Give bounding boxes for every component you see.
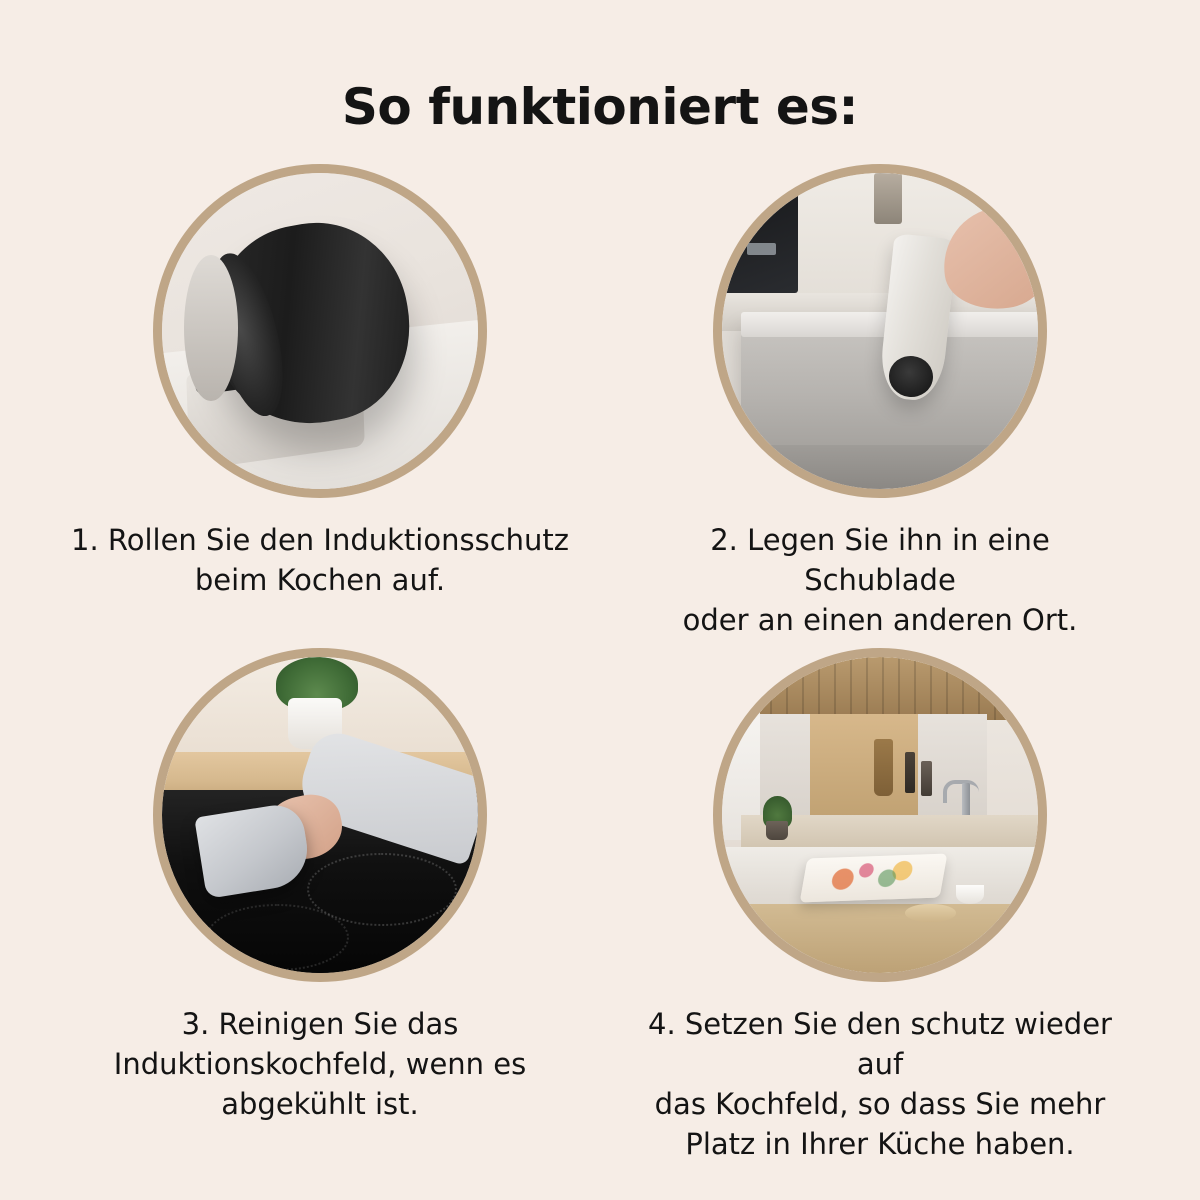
step-1-image-frame [153, 164, 487, 498]
step-4-caption [630, 1004, 1130, 1164]
rolled-induction-mat-photo [162, 173, 478, 489]
step-3-caption-line-3: abgekühlt ist. [221, 1087, 419, 1122]
step-4 [610, 648, 1150, 1164]
step-3-caption-line-1: 3. Reinigen Sie das [181, 1007, 459, 1042]
step-3-caption-line-2: Induktionskochfeld, wenn es [113, 1047, 527, 1082]
page-title: So funktioniert es: [341, 78, 859, 136]
step-3-image-frame [153, 648, 487, 982]
step-1 [50, 164, 590, 640]
step-2 [610, 164, 1150, 640]
step-4-caption-line-3: Platz in Ihrer Küche haben. [685, 1127, 1075, 1162]
step-3-caption [70, 1004, 570, 1124]
step-4-caption-line-2: das Kochfeld, so dass Sie mehr [654, 1087, 1106, 1122]
mat-into-drawer-photo [722, 173, 1038, 489]
step-4-caption-line-1: 4. Setzen Sie den schutz wieder auf [648, 1007, 1112, 1082]
step-2-caption [630, 520, 1130, 640]
step-4-image-frame [713, 648, 1047, 982]
step-2-image-frame [713, 164, 1047, 498]
step-2-caption-line-1: 2. Legen Sie ihn in eine Schublade [710, 523, 1050, 598]
cleaning-hob-photo [162, 657, 478, 973]
steps-grid [50, 164, 1150, 1164]
mat-on-hob-kitchen-photo [722, 657, 1038, 973]
step-1-caption [70, 520, 570, 600]
step-2-caption-line-2: oder an einen anderen Ort. [682, 603, 1078, 638]
step-1-caption-line-1: 1. Rollen Sie den Induktionsschutz [71, 523, 569, 557]
step-1-caption-line-2: beim Kochen auf. [194, 563, 446, 598]
step-3 [50, 648, 590, 1164]
